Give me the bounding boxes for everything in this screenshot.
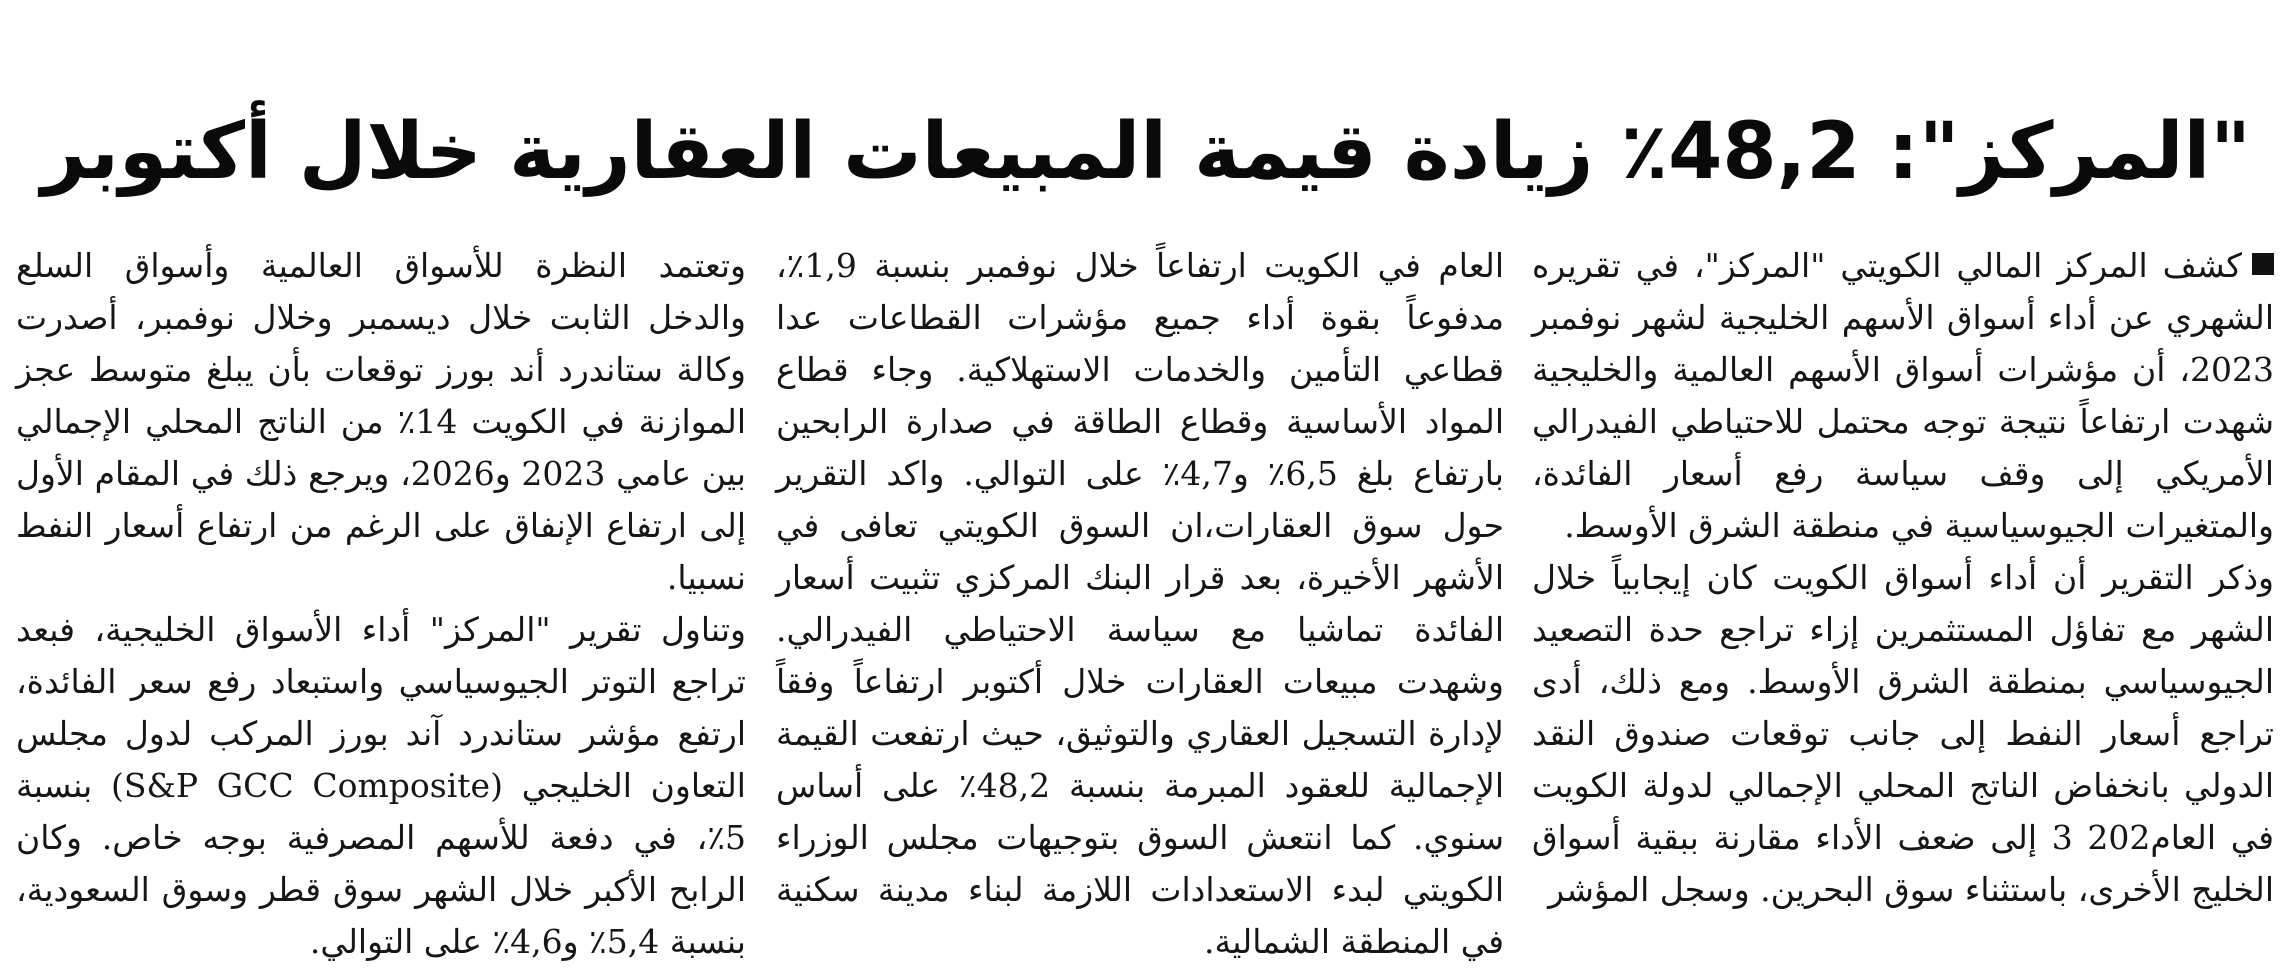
paragraph: وتعتمد النظرة للأسواق العالمية وأسواق السلع والدخل الثابت خلال ديسمبر وخلال نوفمبر، أصدرت وكالة ستاندرد أند بورز توقعات بأن يبلغ متوسط عجز الموازنة في الكويت 14٪ من الناتج المحلي الإجمالي بين عامي 2023 و2026، ويرجع ذلك في المقام الأول إلى ارتفاع الإنفاق على الرغم من ارتفاع أسعار النفط نسبيا. xyxy=(16,246,746,597)
column-right xyxy=(1532,240,2274,909)
paragraph-lead xyxy=(1532,240,2274,552)
column-left xyxy=(16,240,746,961)
headline: "المركز": 48,2٪ زيادة قيمة المبيعات العقارية خلال أكتوبر xyxy=(41,107,2251,197)
paragraph: العام في الكويت ارتفاعاً خلال نوفمبر بنسبة 1,9٪، مدفوعاً بقوة أداء جميع مؤشرات القطاعات عدا قطاعي التأمين والخدمات الاستهلاكية. وجاء قطاع المواد الأساسية وقطاع الطاقة في صدارة الرابحين بارتفاع بلغ 6,5٪ و4,7٪ على التوالي. واكد التقرير حول سوق العقارات،ان السوق الكويتي تعافى في الأشهر الأخيرة، بعد قرار البنك المركزي تثبيت أسعار الفائدة تماشيا مع سياسة الاحتياطي الفيدرالي. وشهدت مبيعات العقارات خلال أكتوبر ارتفاعاً وفقاً لإدارة التسجيل العقاري والتوثيق، حيث ارتفعت القيمة الإجمالية للعقود المبرمة بنسبة 48,2٪ على أساس سنوي. كما انتعش السوق بتوجيهات مجلس الوزراء الكويتي لبدء الاستعدادات اللازمة لبناء مدينة سكنية في المنطقة الشمالية. xyxy=(776,246,1505,961)
paragraph: وذكر التقرير أن أداء أسواق الكويت كان إيجابياً خلال الشهر مع تفاؤل المستثمرين إزاء تراجع حدة التصعيد الجيوسياسي بمنطقة الشرق الأوسط. ومع ذلك، أدى تراجع أسعار النفط إلى جانب توقعات صندوق النقد الدولي بانخفاض الناتج المحلي الإجمالي لدولة الكويت في العام202 3 إلى ضعف الأداء مقارنة ببقية أسواق الخليج الأخرى، باستثناء سوق البحرين. وسجل المؤشر xyxy=(1532,558,2274,909)
paragraph-text: وتناول تقرير "المركز" أداء الأسواق الخليجية، فبعد تراجع التوتر الجيوسياسي واستبعاد رفع سعر الفائدة، ارتفع مؤشر ستاندرد آند بورز المركب لدول مجلس التعاون الخليجي ( xyxy=(16,610,746,805)
paragraph xyxy=(16,604,746,968)
column-middle xyxy=(776,240,1505,961)
paragraph-text: ) بنسبة 5٪، في دفعة للأسهم المصرفية بوجه خاص. وكان الرابح الأكبر خلال الشهر سوق قطر وسوق السعودية، بنسبة 5,4٪ و4,6٪ على التوالي. xyxy=(16,766,746,961)
paragraph-lead-text: كشف المركز المالي الكويتي "المركز"، في تقريره الشهري عن أداء أسواق الأسهم الخليجية لشهر نوفمبر 2023، أن مؤشرات أسواق الأسهم العالمية والخليجية شهدت ارتفاعاً نتيجة توجه محتمل للاحتياطي الفيدرالي الأمريكي إلى وقف سياسة رفع أسعار الفائدة، والمتغيرات الجيوسياسية في منطقة الشرق الأوسط. xyxy=(1532,246,2274,545)
index-name: S&P GCC Composite xyxy=(123,766,491,805)
paragraph-marker-icon xyxy=(2252,253,2274,275)
